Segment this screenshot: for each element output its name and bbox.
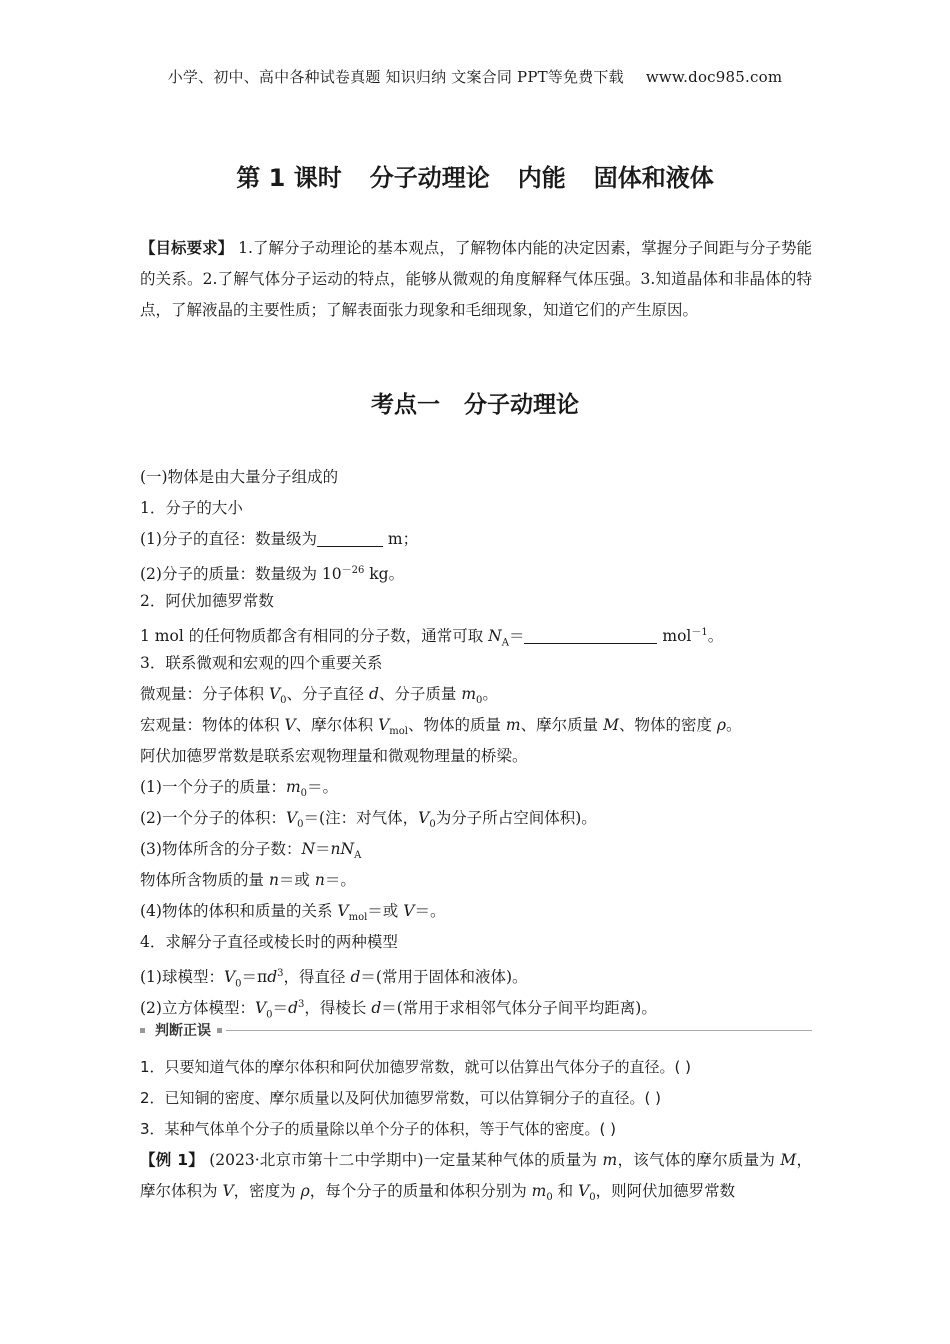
square-bullet-icon xyxy=(140,1028,145,1033)
body-line: (3)物体所含的分子数：$N=nN_A$ xyxy=(140,840,362,862)
lesson-number: 第 1 课时 xyxy=(236,164,342,192)
body-line: (1)一个分子的质量：$m_0=$。 xyxy=(140,778,339,800)
header-site: www.doc985.com xyxy=(645,68,783,86)
lesson-title xyxy=(0,158,950,193)
body-line: (2)立方体模型：$V_0=d^3$，得棱长 d＝(常用于求相邻气体分子间平均距离)。 xyxy=(140,999,657,1021)
body-line: (1)球模型：$V_0=\pi d^3$，得直径 d＝(常用于固体和液体)。 xyxy=(140,968,528,990)
title-part-2: 内能 xyxy=(517,164,566,192)
learning-goals xyxy=(140,233,812,326)
section-label: 考点一 xyxy=(371,392,440,418)
body-line: 1．分子的大小 xyxy=(140,499,243,517)
body-line: (2)一个分子的体积：$V_0=$(注：对气体，$V_0$为分子所占空间体积)。 xyxy=(140,809,597,831)
title-part-1: 分子动理论 xyxy=(369,164,490,192)
body-line: 1 mol 的任何物质都含有相同的分子数，通常可取 $N_A= mol^{-1}$。 xyxy=(140,627,724,649)
page-header xyxy=(0,66,950,87)
goals-tag: 【目标要求】 xyxy=(140,239,234,257)
square-bullet-icon xyxy=(217,1028,222,1033)
body-line: 阿伏加德罗常数是联系宏观物理量和微观物理量的桥梁。 xyxy=(140,747,528,765)
body-line: 2．阿伏加德罗常数 xyxy=(140,592,274,610)
body-line: 物体所含物质的量 n＝或 n＝。 xyxy=(140,871,356,889)
title-part-3: 固体和液体 xyxy=(593,164,714,192)
divider-line xyxy=(226,1030,812,1031)
judge-label: 判断正误 xyxy=(155,1023,211,1039)
body-line: (一)物体是由大量分子组成的 xyxy=(140,468,339,486)
judge-item: 3．某种气体单个分子的质量除以单个分子的体积，等于气体的密度。( ) xyxy=(140,1120,617,1138)
goals-text: 1.了解分子动理论的基本观点，了解物体内能的决定因素，掌握分子间距与分子势能的关系。2.了解气体分子运动的特点，能够从微观的角度解释气体压强。3.知道晶体和非晶体的特点，了解液晶的主要性质；了解表面张力现象和毛细现象，知道它们的产生原因。 xyxy=(140,239,812,319)
judge-section-divider xyxy=(140,1019,812,1041)
body-line: (2)分子的质量：数量级为 $10^{-26}$ kg。 xyxy=(140,565,405,584)
example-1: 【例 1】 (2023·北京市第十二中学期中)一定量某种气体的质量为 m，该气体的摩尔质量为 M，摩尔体积为 V，密度为 ρ，每个分子的质量和体积分别为 $m_0$ 和 $V_0$，则阿伏加德罗常数 xyxy=(140,1151,812,1204)
section-body xyxy=(140,462,812,1020)
judge-list xyxy=(140,1052,812,1145)
header-text: 小学、初中、高中各种试卷真题 知识归纳 文案合同 PPT等免费下载 xyxy=(167,68,624,86)
judge-item: 1．只要知道气体的摩尔体积和阿伏加德罗常数，就可以估算出气体分子的直径。( ) xyxy=(140,1058,692,1076)
fill-blank xyxy=(524,625,657,644)
example-tag: 【例 1】 xyxy=(140,1151,205,1169)
section-name: 分子动理论 xyxy=(464,392,579,418)
judge-item: 2．已知铜的密度、摩尔质量以及阿伏加德罗常数，可以估算铜分子的直径。( ) xyxy=(140,1089,662,1107)
body-line: 宏观量：物体的体积 V、摩尔体积 $V_{mol}$、物体的质量 m、摩尔质量 M、物体的密度 ρ。 xyxy=(140,716,742,738)
body-line: 微观量：分子体积 $V_0$、分子直径 d、分子质量 $m_0$。 xyxy=(140,685,498,707)
body-line: 4．求解分子直径或棱长时的两种模型 xyxy=(140,933,398,951)
body-line: 3．联系微观和宏观的四个重要关系 xyxy=(140,654,383,672)
body-line: (4)物体的体积和质量的关系 $V_{mol}=$或 V＝。 xyxy=(140,902,446,924)
section-title xyxy=(0,386,950,419)
fill-blank xyxy=(317,528,383,547)
body-line: (1)分子的直径：数量级为 m； xyxy=(140,530,419,548)
